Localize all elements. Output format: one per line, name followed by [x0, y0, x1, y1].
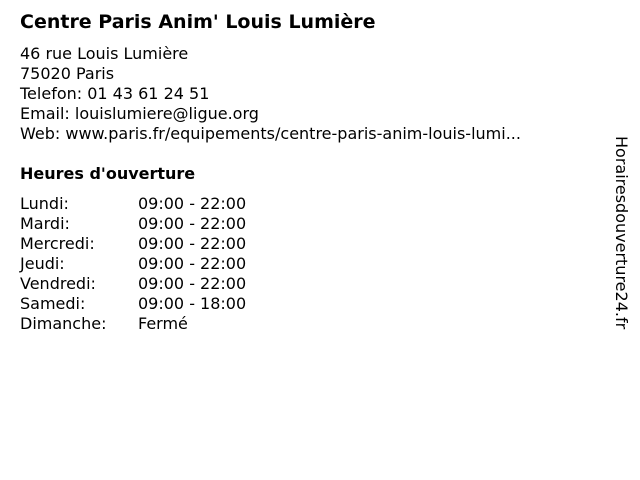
- phone-number: Telefon: 01 43 61 24 51: [20, 84, 210, 103]
- day-label: Jeudi:: [20, 254, 65, 273]
- time-range: 09:00 - 22:00: [138, 274, 247, 293]
- day-label: Mardi:: [20, 214, 70, 233]
- street-address: 46 rue Louis Lumière: [20, 44, 189, 63]
- hours-row-saturday: [20, 294, 246, 314]
- city-postal-code: 75020 Paris: [20, 64, 115, 83]
- day-label: Mercredi:: [20, 234, 95, 253]
- opening-hours-heading: Heures d'ouverture: [20, 164, 196, 183]
- time-range: 09:00 - 22:00: [138, 254, 247, 273]
- time-range: 09:00 - 18:00: [138, 294, 247, 313]
- hours-row-sunday: [20, 314, 246, 334]
- opening-hours-list: [20, 194, 246, 334]
- email-address: Email: louislumiere@ligue.org: [20, 104, 259, 123]
- hours-row-friday: [20, 274, 246, 294]
- hours-row-thursday: [20, 254, 246, 274]
- place-title: Centre Paris Anim' Louis Lumière: [20, 11, 376, 33]
- contact-info: [20, 44, 521, 144]
- day-label: Lundi:: [20, 194, 69, 213]
- day-label: Vendredi:: [20, 274, 96, 293]
- website-url: Web: www.paris.fr/equipements/centre-paris-anim-louis-lumi...: [20, 124, 521, 143]
- day-label: Samedi:: [20, 294, 86, 313]
- time-range: 09:00 - 22:00: [138, 234, 247, 253]
- time-range: 09:00 - 22:00: [138, 194, 247, 213]
- hours-row-tuesday: [20, 214, 246, 234]
- day-label: Dimanche:: [20, 314, 107, 333]
- time-range: 09:00 - 22:00: [138, 214, 247, 233]
- site-watermark: Horairesdouverture24.fr: [612, 136, 631, 330]
- hours-row-monday: [20, 194, 246, 214]
- time-range: Fermé: [138, 314, 188, 333]
- hours-row-wednesday: [20, 234, 246, 254]
